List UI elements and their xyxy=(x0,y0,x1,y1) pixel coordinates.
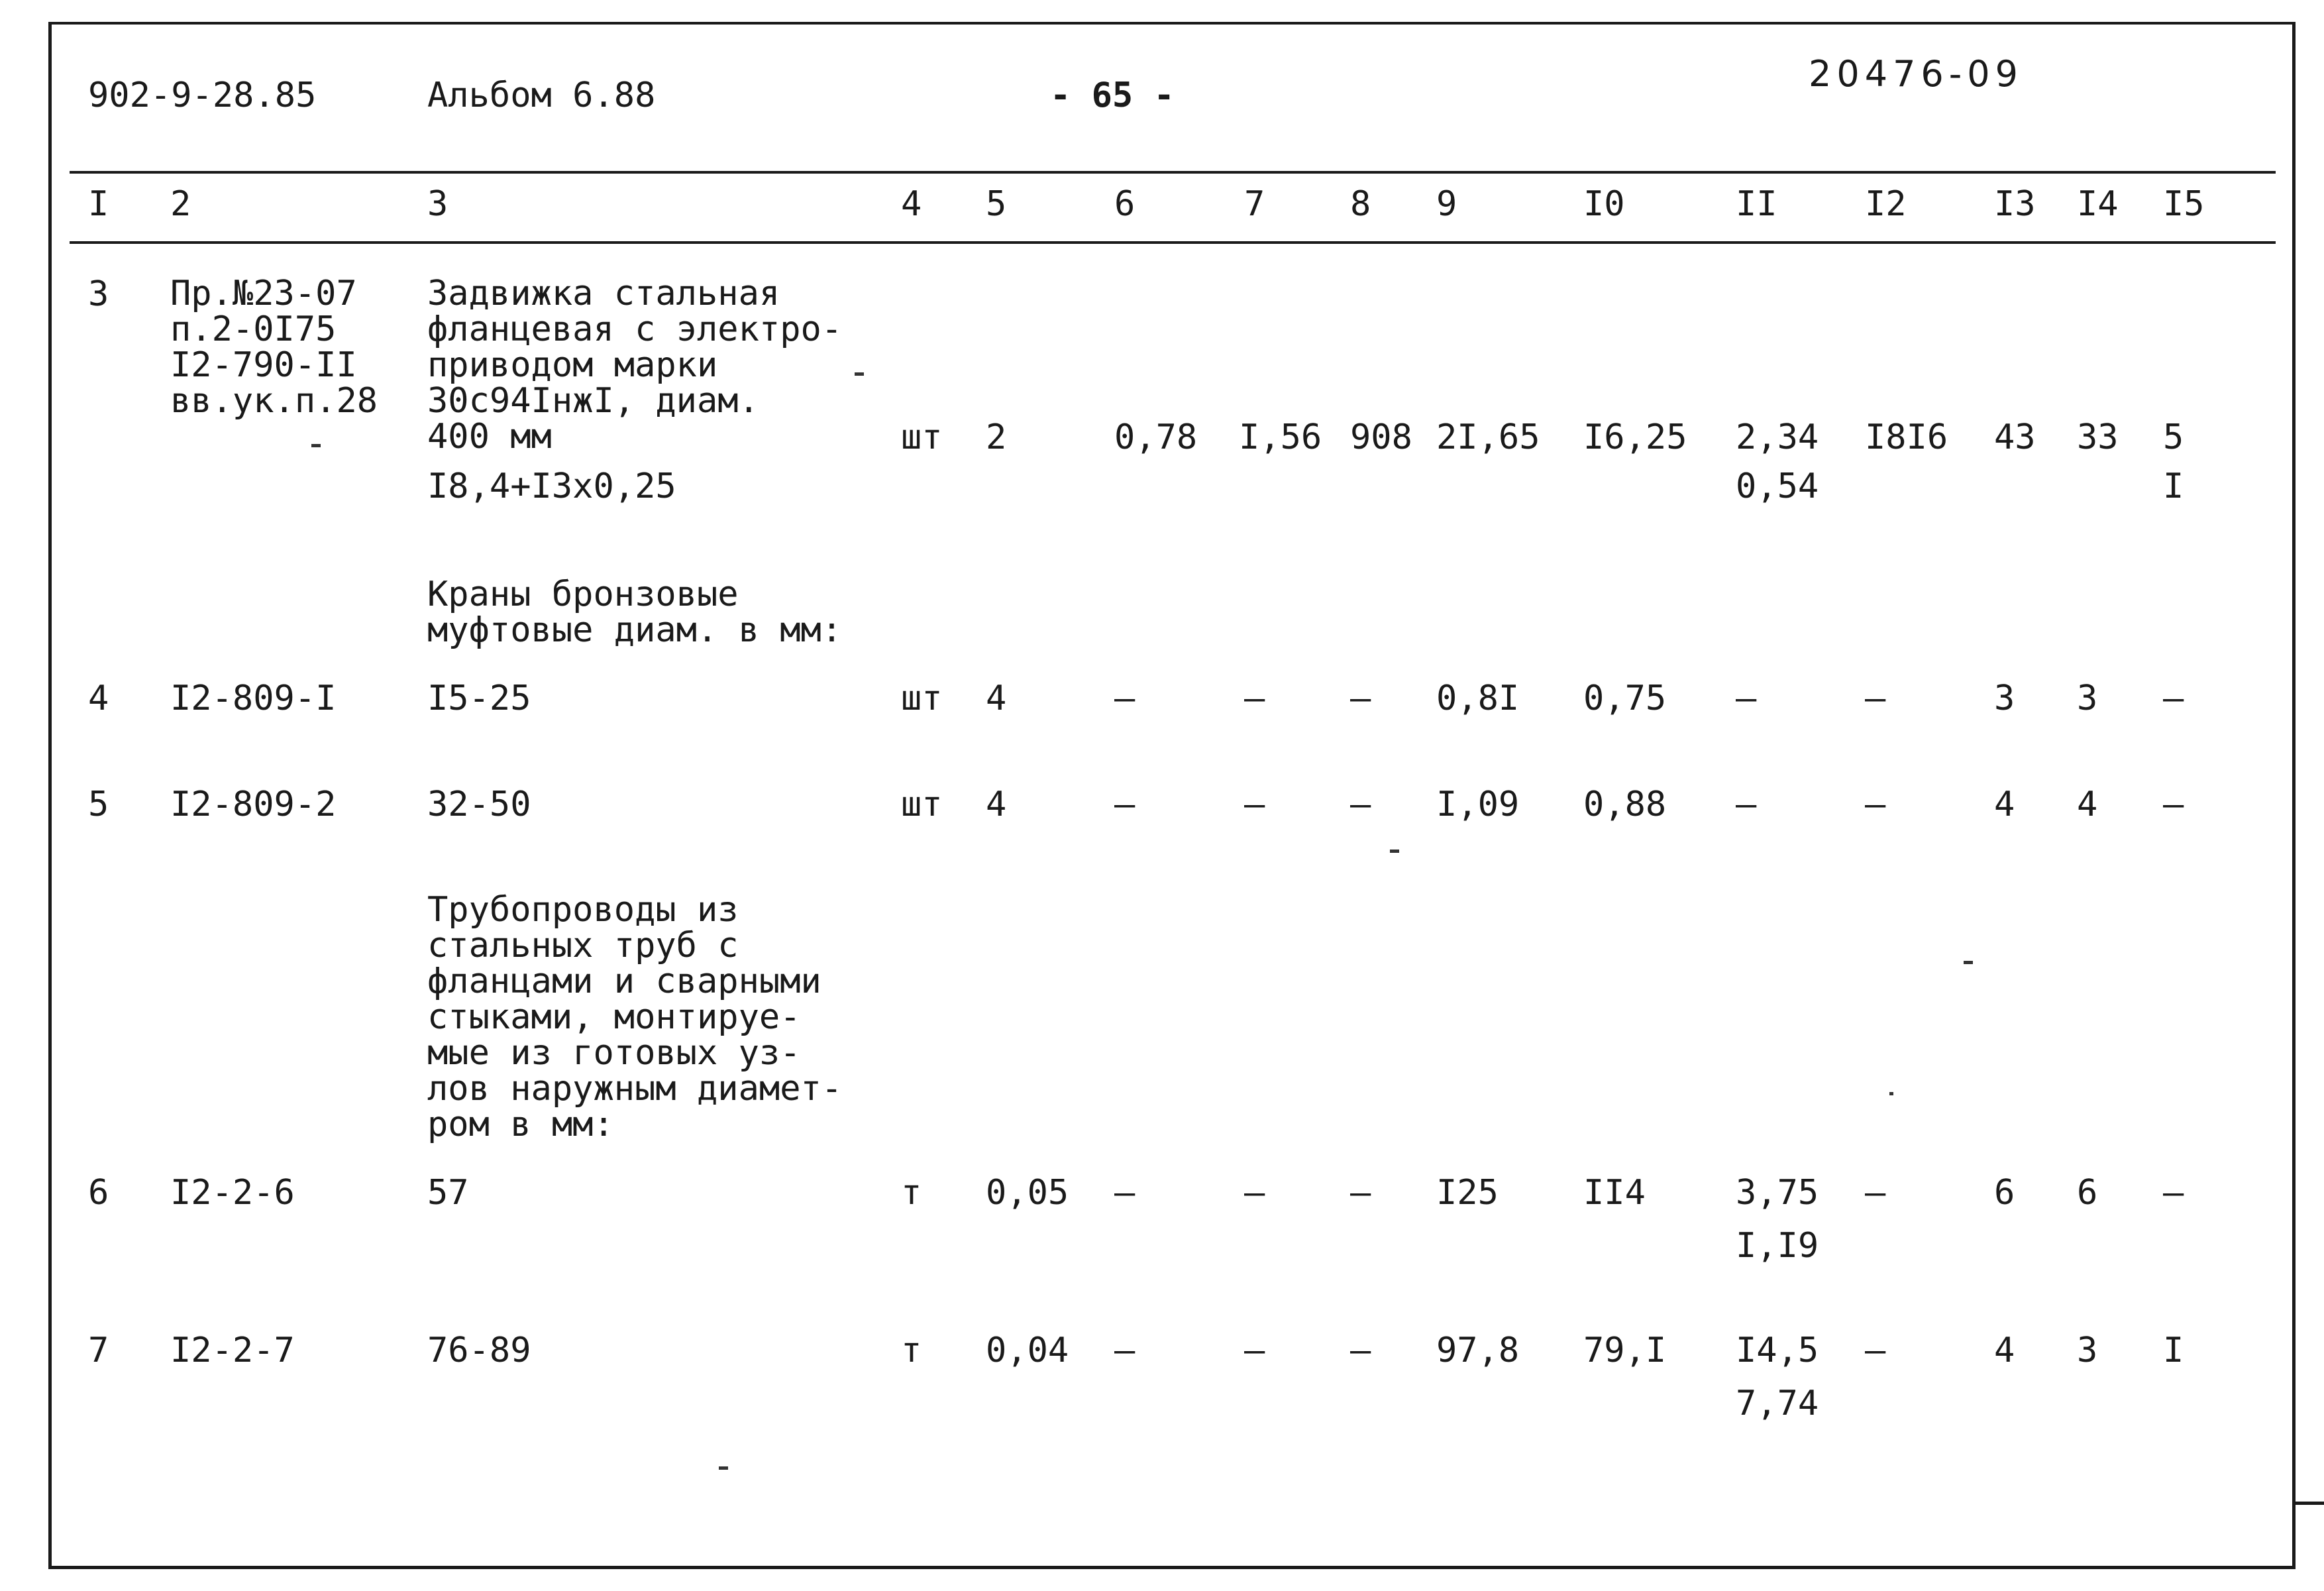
scan-speck xyxy=(1964,961,1973,964)
row-col-5: 0,04 xyxy=(986,1331,1069,1370)
row-col-6: 0,78 xyxy=(1114,417,1198,457)
row-col-12: – xyxy=(1865,1331,1886,1370)
row-col-10: 79,I xyxy=(1583,1331,1667,1370)
row-col-5: 4 xyxy=(986,679,1007,718)
row-col-8: – xyxy=(1350,785,1371,824)
row-col-5: 0,05 xyxy=(986,1173,1069,1213)
page-number: - 65 - xyxy=(1050,76,1175,115)
row-col-15: 5 xyxy=(2163,417,2184,457)
row-number: 4 xyxy=(88,679,109,718)
row-col-13: 4 xyxy=(1994,1331,2015,1370)
col-header-6: 6 xyxy=(1114,184,1136,224)
row-col-7: – xyxy=(1244,785,1265,824)
row-col-14: 3 xyxy=(2077,1331,2098,1370)
row-col-9: I25 xyxy=(1436,1173,1499,1213)
row-col-12: – xyxy=(1865,785,1886,824)
row-col-7: – xyxy=(1244,679,1265,718)
row-col-11: I4,5 xyxy=(1736,1331,1819,1370)
row-col-9: 2I,65 xyxy=(1436,417,1540,457)
row-col-14: 33 xyxy=(2077,417,2119,457)
row-code: I2-809-2 xyxy=(170,785,337,824)
row-col-6: – xyxy=(1114,1331,1136,1370)
row-unit: т xyxy=(901,1173,922,1213)
col-header-13: I3 xyxy=(1994,184,2036,224)
row-col-5: 4 xyxy=(986,785,1007,824)
col-header-8: 8 xyxy=(1350,184,1371,224)
row-col-11: – xyxy=(1736,679,1757,718)
page-frame xyxy=(48,22,2296,1569)
col-header-12: I2 xyxy=(1865,184,1907,224)
row-code: Пр.№23-07 п.2-0I75 I2-790-II вв.ук.п.28 xyxy=(170,274,378,421)
row-col-13: 3 xyxy=(1994,679,2015,718)
col-header-4: 4 xyxy=(901,184,922,224)
row-col-13: 6 xyxy=(1994,1173,2015,1213)
row-code: I2-2-6 xyxy=(170,1173,295,1213)
row-col-14: 3 xyxy=(2077,679,2098,718)
row-col-13: 4 xyxy=(1994,785,2015,824)
row-col-14: 4 xyxy=(2077,785,2098,824)
row-col-10: 0,88 xyxy=(1583,785,1667,824)
row-col-11: 3,75 xyxy=(1736,1173,1819,1213)
doc-code: 902-9-28.85 xyxy=(88,76,317,115)
row-col-11-extra: 0,54 xyxy=(1736,466,1819,506)
scan-speck xyxy=(1390,850,1399,853)
row-code: I2-2-7 xyxy=(170,1331,295,1370)
row-col-15: – xyxy=(2163,1173,2184,1213)
row-col-11-extra: I,I9 xyxy=(1736,1226,1819,1266)
row-col-7: – xyxy=(1244,1173,1265,1213)
col-header-5: 5 xyxy=(986,184,1007,224)
row-col-10: 0,75 xyxy=(1583,679,1667,718)
row-col-13: 43 xyxy=(1994,417,2036,457)
row-col-9: I,09 xyxy=(1436,785,1520,824)
row-col-14: 6 xyxy=(2077,1173,2098,1213)
row-col-7: I,56 xyxy=(1239,417,1322,457)
row-col-9: 97,8 xyxy=(1436,1331,1520,1370)
row-col-15-extra: I xyxy=(2163,466,2184,506)
row-description: Задвижка стальная фланцевая с электро- приводом марки 30с94IнжI, диам. 400 мм xyxy=(427,274,843,457)
row-col-15: I xyxy=(2163,1331,2184,1370)
header-bottom-rule xyxy=(70,241,2276,244)
scan-speck xyxy=(855,372,864,376)
col-header-10: I0 xyxy=(1583,184,1625,224)
section-heading: Краны бронзовые муфтовые диам. в мм: xyxy=(427,575,843,650)
row-col-8: 908 xyxy=(1350,417,1412,457)
col-header-7: 7 xyxy=(1244,184,1265,224)
row-description: 57 xyxy=(427,1173,469,1213)
frame-edge-mark xyxy=(2294,1502,2324,1505)
col-header-1: I xyxy=(88,184,109,224)
header-top-rule xyxy=(70,171,2276,174)
row-col-9: 0,8I xyxy=(1436,679,1520,718)
row-col-15: – xyxy=(2163,679,2184,718)
row-code: I2-809-I xyxy=(170,679,337,718)
row-col-10: II4 xyxy=(1583,1173,1646,1213)
scan-speck xyxy=(1889,1092,1893,1095)
col-header-3: 3 xyxy=(427,184,449,224)
archive-number: 20476-09 xyxy=(1809,53,2023,95)
row-unit: т xyxy=(901,1331,922,1370)
row-number: 6 xyxy=(88,1173,109,1213)
row-description-note: I8,4+I3x0,25 xyxy=(427,466,676,506)
album-label: Альбом 6.88 xyxy=(427,76,656,115)
row-col-11-extra: 7,74 xyxy=(1736,1384,1819,1423)
row-number: 5 xyxy=(88,785,109,824)
row-col-8: – xyxy=(1350,1173,1371,1213)
col-header-14: I4 xyxy=(2077,184,2119,224)
row-col-8: – xyxy=(1350,679,1371,718)
section-heading: Трубопроводы из стальных труб с фланцами и сварными стыками, монтируе- мые из готовых уз- лов наружным диамет- ром в мм: xyxy=(427,890,843,1144)
row-unit: шт xyxy=(901,417,943,457)
row-col-6: – xyxy=(1114,679,1136,718)
col-header-2: 2 xyxy=(170,184,191,224)
col-header-11: II xyxy=(1736,184,1777,224)
row-col-15: – xyxy=(2163,785,2184,824)
row-description: 32-50 xyxy=(427,785,531,824)
row-unit: шт xyxy=(901,785,943,824)
row-col-11: – xyxy=(1736,785,1757,824)
row-number: 7 xyxy=(88,1331,109,1370)
row-col-12: – xyxy=(1865,679,1886,718)
row-unit: шт xyxy=(901,679,943,718)
scan-speck xyxy=(311,444,321,447)
row-description: I5-25 xyxy=(427,679,531,718)
row-col-12: I8I6 xyxy=(1865,417,1948,457)
row-col-7: – xyxy=(1244,1331,1265,1370)
row-col-12: – xyxy=(1865,1173,1886,1213)
row-description: 76-89 xyxy=(427,1331,531,1370)
row-col-6: – xyxy=(1114,1173,1136,1213)
row-number: 3 xyxy=(88,274,109,314)
row-col-6: – xyxy=(1114,785,1136,824)
col-header-15: I5 xyxy=(2163,184,2205,224)
row-col-5: 2 xyxy=(986,417,1007,457)
scan-speck xyxy=(719,1466,728,1470)
row-col-11: 2,34 xyxy=(1736,417,1819,457)
row-col-10: I6,25 xyxy=(1583,417,1687,457)
row-col-8: – xyxy=(1350,1331,1371,1370)
col-header-9: 9 xyxy=(1436,184,1457,224)
